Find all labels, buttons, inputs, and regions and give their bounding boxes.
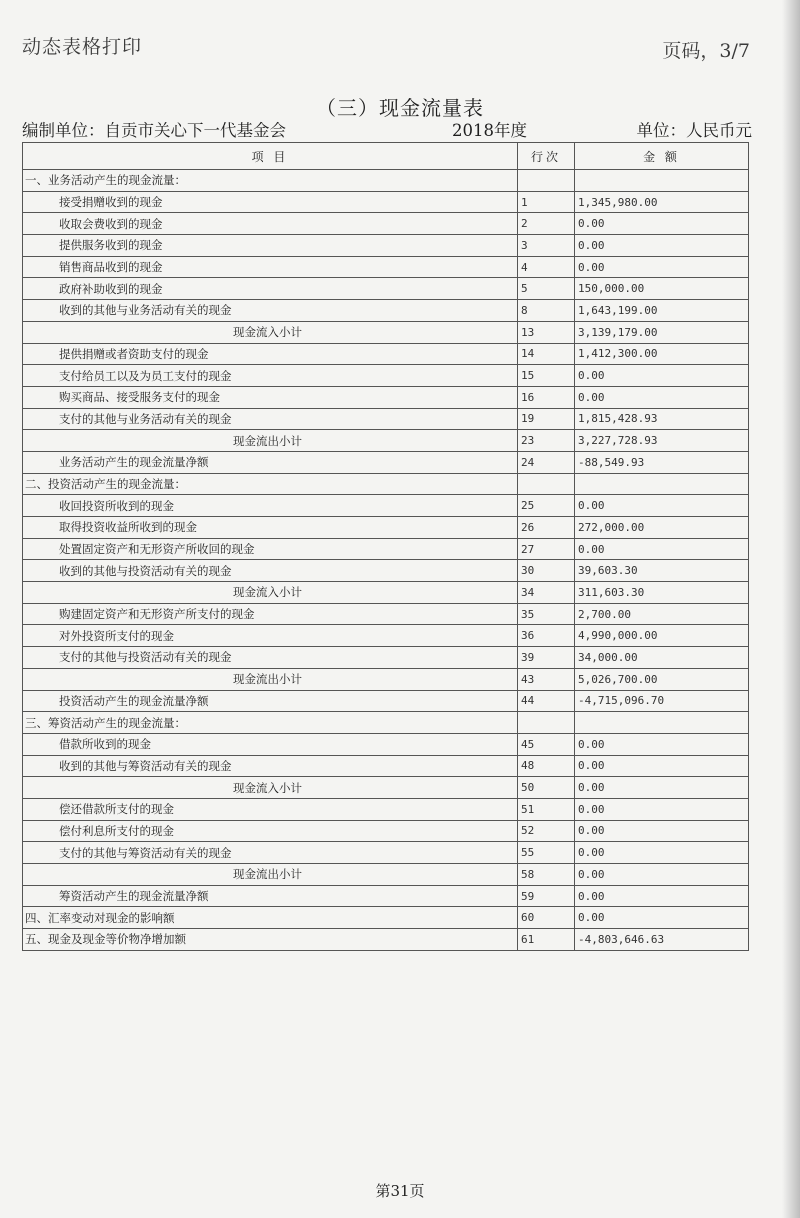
row-amount: 0.00 xyxy=(575,820,749,842)
cash-flow-table xyxy=(22,142,749,951)
row-label: 收到的其他与筹资活动有关的现金 xyxy=(23,755,518,777)
table-row xyxy=(23,386,749,408)
table-row xyxy=(23,798,749,820)
row-line-number: 52 xyxy=(518,820,575,842)
row-amount: 34,000.00 xyxy=(575,647,749,669)
page-edge-shadow xyxy=(782,0,800,1218)
row-line-number: 1 xyxy=(518,191,575,213)
row-amount: 1,412,300.00 xyxy=(575,343,749,365)
table-row xyxy=(23,430,749,452)
table-row xyxy=(23,408,749,430)
row-label: 收取会费收到的现金 xyxy=(23,213,518,235)
row-label: 支付的其他与筹资活动有关的现金 xyxy=(23,842,518,864)
row-line-number: 23 xyxy=(518,430,575,452)
row-amount: 1,815,428.93 xyxy=(575,408,749,430)
table-row xyxy=(23,885,749,907)
table-row xyxy=(23,690,749,712)
row-line-number: 15 xyxy=(518,365,575,387)
row-label: 购建固定资产和无形资产所支付的现金 xyxy=(23,603,518,625)
table-row xyxy=(23,365,749,387)
column-header-line: 行次 xyxy=(518,143,575,170)
row-line-number: 48 xyxy=(518,755,575,777)
table-row xyxy=(23,451,749,473)
row-amount: 150,000.00 xyxy=(575,278,749,300)
page-number: 第31页 xyxy=(375,1182,425,1200)
row-label: 业务活动产生的现金流量净额 xyxy=(23,451,518,473)
row-amount: 1,643,199.00 xyxy=(575,300,749,322)
row-line-number: 50 xyxy=(518,777,575,799)
row-label: 现金流入小计 xyxy=(23,321,518,343)
row-amount: -88,549.93 xyxy=(575,451,749,473)
column-header-amount: 金 额 xyxy=(575,143,749,170)
row-line-number: 30 xyxy=(518,560,575,582)
row-label: 现金流出小计 xyxy=(23,864,518,886)
row-line-number: 35 xyxy=(518,603,575,625)
row-amount: 4,990,000.00 xyxy=(575,625,749,647)
row-line-number: 2 xyxy=(518,213,575,235)
table-row xyxy=(23,777,749,799)
table-row xyxy=(23,235,749,257)
table-row xyxy=(23,712,749,734)
table-row xyxy=(23,278,749,300)
row-amount: 39,603.30 xyxy=(575,560,749,582)
row-amount: 2,700.00 xyxy=(575,603,749,625)
row-amount: 0.00 xyxy=(575,842,749,864)
row-line-number: 59 xyxy=(518,885,575,907)
row-label: 收到的其他与投资活动有关的现金 xyxy=(23,560,518,582)
row-label: 收到的其他与业务活动有关的现金 xyxy=(23,300,518,322)
row-label: 取得投资收益所收到的现金 xyxy=(23,517,518,539)
row-label: 销售商品收到的现金 xyxy=(23,256,518,278)
row-label: 支付的其他与业务活动有关的现金 xyxy=(23,408,518,430)
report-meta xyxy=(22,117,752,141)
row-line-number: 51 xyxy=(518,798,575,820)
row-label: 借款所收到的现金 xyxy=(23,733,518,755)
row-amount: 0.00 xyxy=(575,538,749,560)
row-label: 现金流入小计 xyxy=(23,582,518,604)
row-amount: 0.00 xyxy=(575,885,749,907)
table-row xyxy=(23,560,749,582)
table-row xyxy=(23,300,749,322)
row-line-number: 39 xyxy=(518,647,575,669)
row-amount: 3,227,728.93 xyxy=(575,430,749,452)
print-header-label: 动态表格打印 xyxy=(22,36,143,58)
row-label: 五、现金及现金等价物净增加额 xyxy=(23,929,518,951)
row-amount: 0.00 xyxy=(575,256,749,278)
row-label: 投资活动产生的现金流量净额 xyxy=(23,690,518,712)
column-header-item: 项 目 xyxy=(23,143,518,170)
row-amount: 272,000.00 xyxy=(575,517,749,539)
row-label: 支付给员工以及为员工支付的现金 xyxy=(23,365,518,387)
row-amount: 0.00 xyxy=(575,235,749,257)
table-row xyxy=(23,256,749,278)
organization-label: 编制单位：自贡市关心下一代基金会 xyxy=(22,121,286,140)
row-label: 处置固定资产和无形资产所收回的现金 xyxy=(23,538,518,560)
row-amount: 0.00 xyxy=(575,864,749,886)
row-line-number xyxy=(518,712,575,734)
row-amount: 0.00 xyxy=(575,907,749,929)
row-line-number: 36 xyxy=(518,625,575,647)
table-row xyxy=(23,538,749,560)
table-row xyxy=(23,582,749,604)
currency-unit: 单位：人民币元 xyxy=(636,121,752,140)
row-amount: 0.00 xyxy=(575,365,749,387)
row-line-number: 60 xyxy=(518,907,575,929)
row-line-number: 55 xyxy=(518,842,575,864)
row-line-number: 16 xyxy=(518,386,575,408)
row-label: 偿还借款所支付的现金 xyxy=(23,798,518,820)
row-label: 偿付利息所支付的现金 xyxy=(23,820,518,842)
row-label: 现金流出小计 xyxy=(23,430,518,452)
row-label: 支付的其他与投资活动有关的现金 xyxy=(23,647,518,669)
row-line-number: 44 xyxy=(518,690,575,712)
table-row xyxy=(23,321,749,343)
row-line-number: 61 xyxy=(518,929,575,951)
row-line-number: 25 xyxy=(518,495,575,517)
row-amount: -4,803,646.63 xyxy=(575,929,749,951)
row-line-number: 5 xyxy=(518,278,575,300)
row-line-number: 27 xyxy=(518,538,575,560)
table-row xyxy=(23,647,749,669)
table-row xyxy=(23,213,749,235)
row-amount: 3,139,179.00 xyxy=(575,321,749,343)
row-label: 三、筹资活动产生的现金流量： xyxy=(23,712,518,734)
table-row xyxy=(23,755,749,777)
report-year: 2018年度 xyxy=(452,121,527,140)
row-label: 四、汇率变动对现金的影响额 xyxy=(23,907,518,929)
row-line-number: 19 xyxy=(518,408,575,430)
row-amount: 0.00 xyxy=(575,386,749,408)
table-row xyxy=(23,733,749,755)
table-row xyxy=(23,603,749,625)
row-line-number: 3 xyxy=(518,235,575,257)
row-amount: 0.00 xyxy=(575,733,749,755)
row-label: 收回投资所收到的现金 xyxy=(23,495,518,517)
row-line-number: 4 xyxy=(518,256,575,278)
row-line-number: 13 xyxy=(518,321,575,343)
row-line-number: 43 xyxy=(518,668,575,690)
row-label: 现金流入小计 xyxy=(23,777,518,799)
table-header-row xyxy=(23,143,749,170)
row-label: 现金流出小计 xyxy=(23,668,518,690)
row-amount: 5,026,700.00 xyxy=(575,668,749,690)
row-line-number: 58 xyxy=(518,864,575,886)
row-label: 提供捐赠或者资助支付的现金 xyxy=(23,343,518,365)
row-label: 购买商品、接受服务支付的现金 xyxy=(23,386,518,408)
row-label: 对外投资所支付的现金 xyxy=(23,625,518,647)
row-amount: 0.00 xyxy=(575,213,749,235)
table-row xyxy=(23,495,749,517)
row-label: 提供服务收到的现金 xyxy=(23,235,518,257)
row-amount: 311,603.30 xyxy=(575,582,749,604)
row-amount xyxy=(575,712,749,734)
table-row xyxy=(23,907,749,929)
row-line-number: 34 xyxy=(518,582,575,604)
row-label: 政府补助收到的现金 xyxy=(23,278,518,300)
row-line-number: 45 xyxy=(518,733,575,755)
row-amount: 0.00 xyxy=(575,798,749,820)
page-code: 页码，3/7 xyxy=(662,40,750,62)
row-amount xyxy=(575,170,749,192)
row-amount: 1,345,980.00 xyxy=(575,191,749,213)
table-row xyxy=(23,473,749,495)
table-body xyxy=(23,170,749,951)
table-row xyxy=(23,170,749,192)
row-line-number xyxy=(518,473,575,495)
row-line-number: 26 xyxy=(518,517,575,539)
row-label: 一、业务活动产生的现金流量： xyxy=(23,170,518,192)
row-line-number xyxy=(518,170,575,192)
table-row xyxy=(23,343,749,365)
row-line-number: 14 xyxy=(518,343,575,365)
row-line-number: 8 xyxy=(518,300,575,322)
table-row xyxy=(23,820,749,842)
table-row xyxy=(23,864,749,886)
row-amount: 0.00 xyxy=(575,755,749,777)
row-amount xyxy=(575,473,749,495)
table-row xyxy=(23,668,749,690)
table-row xyxy=(23,929,749,951)
row-label: 接受捐赠收到的现金 xyxy=(23,191,518,213)
report-title: （三）现金流量表 xyxy=(316,96,484,120)
row-amount: -4,715,096.70 xyxy=(575,690,749,712)
table-row xyxy=(23,625,749,647)
row-line-number: 24 xyxy=(518,451,575,473)
table-row xyxy=(23,517,749,539)
table-row xyxy=(23,191,749,213)
table-row xyxy=(23,842,749,864)
row-label: 二、投资活动产生的现金流量： xyxy=(23,473,518,495)
row-amount: 0.00 xyxy=(575,495,749,517)
row-amount: 0.00 xyxy=(575,777,749,799)
row-label: 筹资活动产生的现金流量净额 xyxy=(23,885,518,907)
